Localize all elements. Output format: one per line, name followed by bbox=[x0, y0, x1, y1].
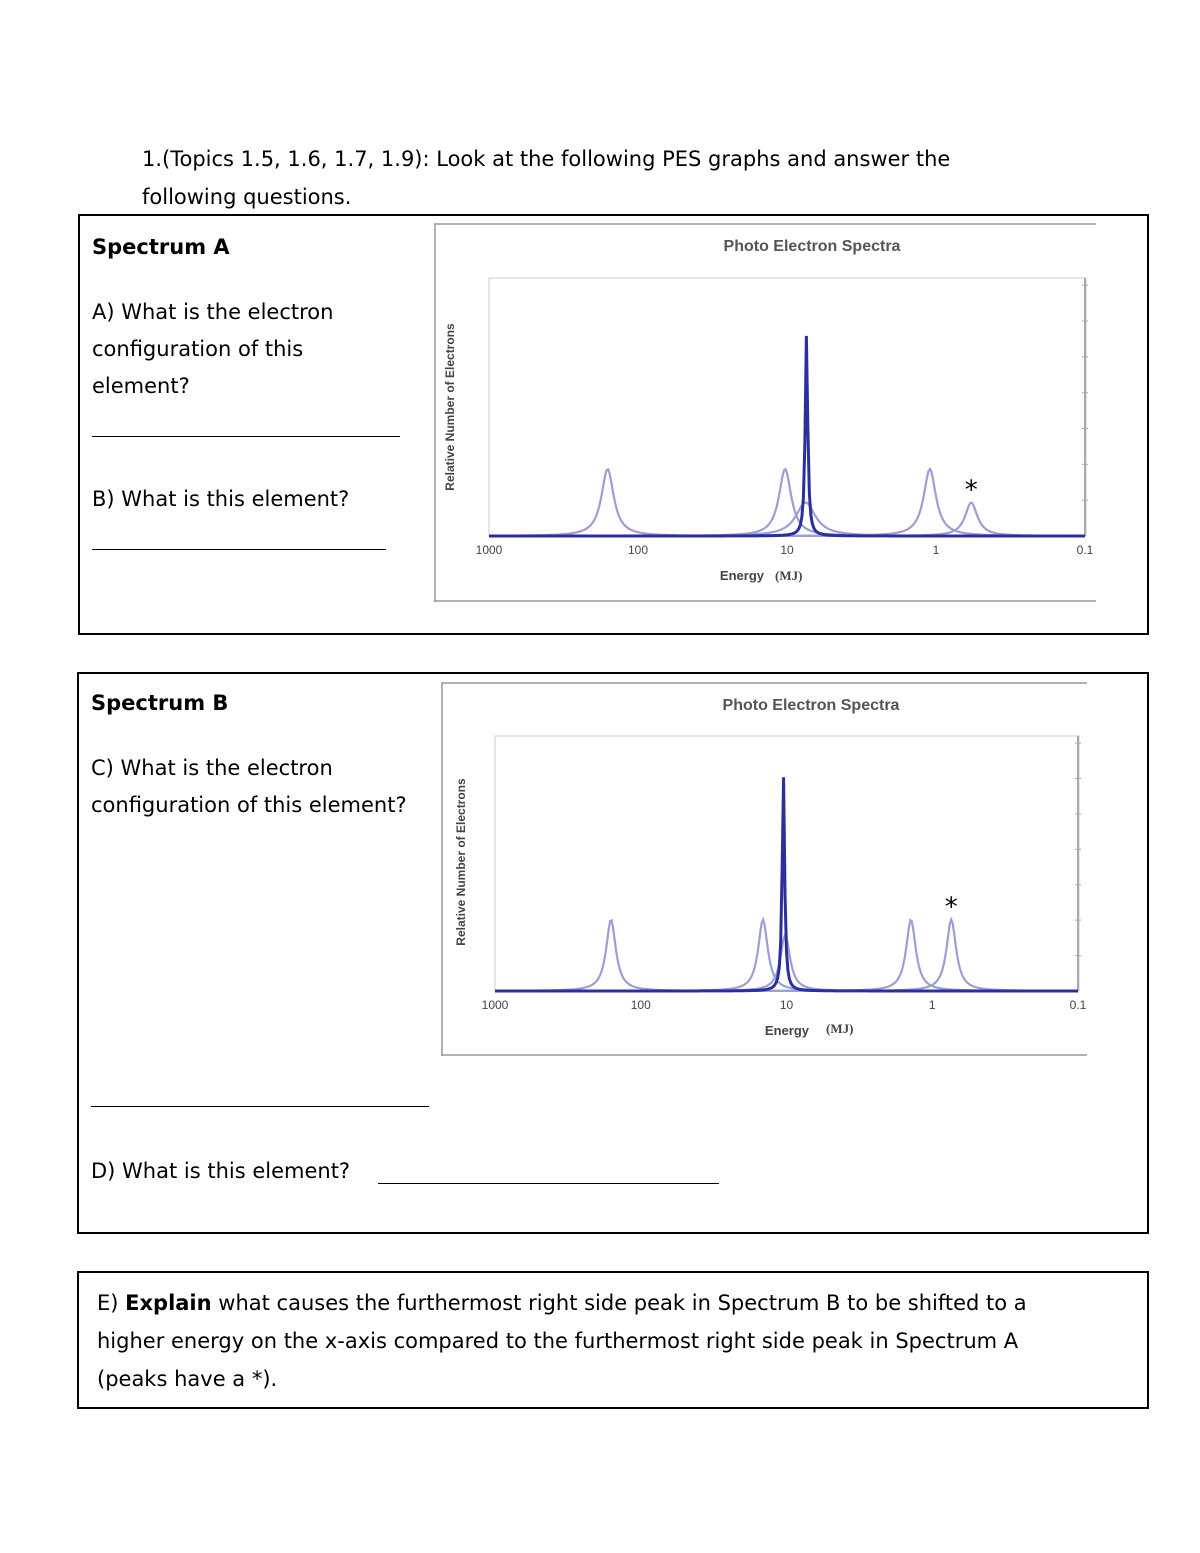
spectrum-a-box bbox=[78, 214, 1149, 635]
answer-b-blank[interactable] bbox=[92, 549, 386, 550]
intro-line-2: following questions. bbox=[142, 185, 352, 209]
x-tick-label: 1000 bbox=[475, 543, 503, 557]
x-axis-unit: (MJ) bbox=[775, 568, 803, 583]
question-c bbox=[91, 750, 407, 824]
pes-chart-a bbox=[434, 223, 1096, 603]
x-tick-label: 100 bbox=[630, 998, 651, 1012]
question-e-box bbox=[77, 1271, 1149, 1409]
answer-c-blank[interactable] bbox=[91, 1106, 429, 1107]
pes-peak bbox=[489, 336, 1085, 536]
question-e-prefix: E) bbox=[97, 1291, 126, 1315]
spectrum-b-title: Spectrum B bbox=[91, 691, 229, 715]
x-tick-label: 0.1 bbox=[1076, 543, 1094, 557]
question-a-line-3: element? bbox=[92, 374, 190, 398]
spectrum-b-box bbox=[77, 672, 1149, 1234]
starred-peak-marker: * bbox=[964, 475, 978, 506]
x-axis-label: Energy bbox=[719, 568, 764, 583]
question-c-line-1: C) What is the electron bbox=[91, 756, 333, 780]
chart-title: Photo Electron Spectra bbox=[723, 238, 901, 255]
x-tick-label: 10 bbox=[780, 543, 794, 557]
x-tick-labels bbox=[482, 998, 1087, 1012]
plot-area bbox=[489, 278, 1086, 536]
y-axis-label: Relative Number of Electrons bbox=[454, 778, 468, 946]
starred-peak-marker: * bbox=[944, 892, 958, 923]
chart-title: Photo Electron Spectra bbox=[722, 697, 900, 714]
question-b: B) What is this element? bbox=[92, 487, 350, 511]
peaks-layer bbox=[495, 777, 1078, 991]
question-e-line-1-rest: what causes the furthermost right side peak in Spectrum B to be shifted to a bbox=[211, 1291, 1027, 1315]
x-tick-label: 1 bbox=[928, 998, 936, 1012]
question-a-line-2: configuration of this bbox=[92, 337, 304, 361]
question-a-line-1: A) What is the electron bbox=[92, 300, 334, 324]
question-e-line-1 bbox=[97, 1284, 1127, 1322]
spectrum-a-title: Spectrum A bbox=[92, 235, 230, 259]
x-axis-label: Energy bbox=[764, 1023, 809, 1038]
question-d: D) What is this element? bbox=[91, 1159, 351, 1183]
pes-chart-a-svg bbox=[434, 223, 1096, 603]
question-e-emphasis: Explain bbox=[125, 1291, 212, 1315]
question-e bbox=[97, 1284, 1127, 1398]
x-tick-label: 10 bbox=[779, 998, 794, 1012]
x-tick-label: 0.1 bbox=[1069, 998, 1087, 1012]
pes-chart-b bbox=[441, 682, 1087, 1057]
answer-d-blank[interactable] bbox=[378, 1183, 719, 1184]
x-tick-label: 1 bbox=[932, 543, 940, 557]
question-e-line-2: higher energy on the x-axis compared to the furthermost right side peak in Spectrum A bbox=[97, 1329, 1019, 1353]
question-intro bbox=[142, 140, 1042, 216]
question-c-line-2: configuration of this element? bbox=[91, 793, 407, 817]
intro-line-1: 1.(Topics 1.5, 1.6, 1.7, 1.9): Look at the following PES graphs and answer the bbox=[142, 147, 951, 171]
x-tick-label: 100 bbox=[627, 543, 649, 557]
pes-chart-b-svg bbox=[441, 682, 1087, 1057]
x-tick-label: 1000 bbox=[481, 998, 509, 1012]
y-axis-label: Relative Number of Electrons bbox=[443, 323, 457, 491]
x-tick-labels bbox=[476, 543, 1094, 557]
answer-a-blank[interactable] bbox=[92, 436, 400, 437]
peaks-layer bbox=[489, 336, 1085, 536]
question-e-line-3: (peaks have a *). bbox=[97, 1367, 278, 1391]
x-axis-unit: (MJ) bbox=[826, 1021, 854, 1036]
pes-peak bbox=[495, 777, 1078, 991]
question-a bbox=[92, 294, 333, 405]
